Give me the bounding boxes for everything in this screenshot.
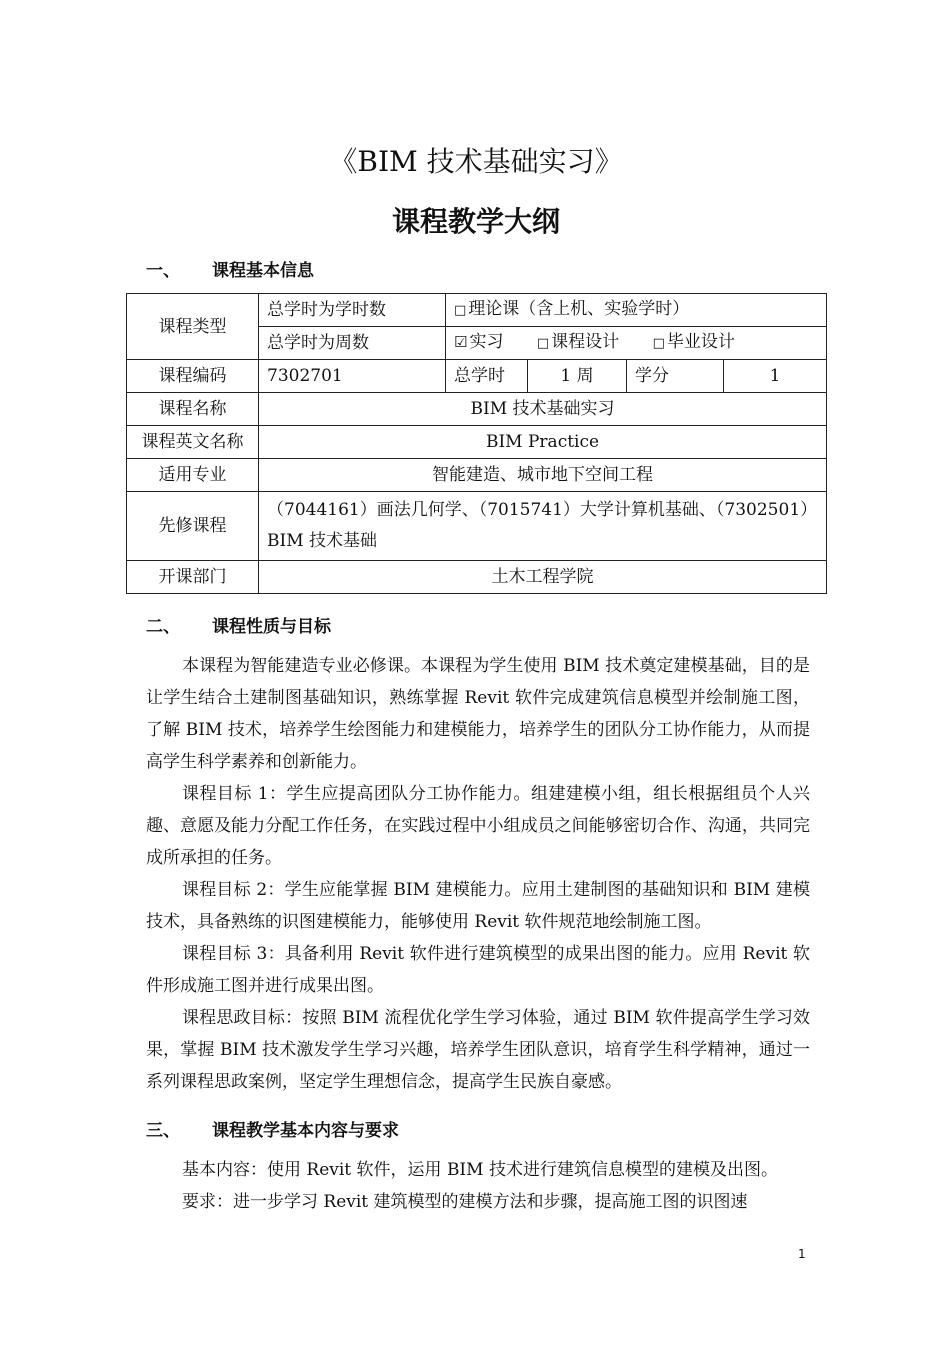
dept-label: 开课部门	[127, 561, 259, 594]
page-number: 1	[798, 1247, 806, 1261]
total-hours-value: 1 周	[528, 360, 627, 393]
total-hours-label: 总学时	[446, 360, 528, 393]
prereq-value: （7044161）画法几何学、（7015741）大学计算机基础、（7302501）BIM 技术基础	[259, 492, 827, 561]
course-type-label: 课程类型	[127, 294, 259, 360]
section-number: 一、	[146, 261, 180, 281]
hours-by-hours-label: 总学时为学时数	[259, 294, 446, 327]
hours-by-weeks-label: 总学时为周数	[259, 327, 446, 360]
course-name-label: 课程名称	[127, 393, 259, 426]
paragraph: 要求：进一步学习 Revit 建筑模型的建模方法和步骤，提高施工图的识图速	[182, 1192, 748, 1212]
paragraph: 本课程为智能建造专业必修课。本课程为学生使用 BIM 技术奠定建模基础，目的是让学生结合土建制图基础知识，熟练掌握 Revit 软件完成建筑信息模型并绘制施工图，了解 BIM 技术，培养学生绘图能力和建模能力，培养学生的团队分工协作能力，从而提高学生科学素养和创新能力。	[146, 656, 810, 772]
credit-value: 1	[724, 360, 827, 393]
table-row	[127, 393, 827, 426]
course-code-label: 课程编码	[127, 360, 259, 393]
document-subtitle: 课程教学大纲	[391, 205, 560, 238]
english-name-value: BIM Practice	[259, 426, 827, 459]
unchecked-box-icon: □	[454, 303, 467, 318]
unchecked-box-icon: □	[536, 336, 550, 351]
table-row	[127, 360, 827, 393]
paragraph: 课程目标 2：学生应能掌握 BIM 建模能力。应用土建制图的基础知识和 BIM 建模技术，具备熟练的识图建模能力，能够使用 Revit 软件规范地绘制施工图。	[146, 880, 810, 932]
theory-option-cell	[446, 294, 827, 327]
paragraph: 基本内容：使用 Revit 软件，运用 BIM 技术进行建筑信息模型的建模及出图。	[182, 1160, 778, 1180]
section-number: 二、	[146, 617, 180, 637]
table-row	[127, 294, 827, 327]
document-title: 《BIM 技术基础实习》	[329, 145, 623, 178]
theory-option-label: 理论课（含上机、实验学时）	[468, 299, 690, 319]
table-row	[127, 426, 827, 459]
type-options-cell	[446, 327, 827, 360]
course-info-table	[126, 293, 827, 594]
prereq-label: 先修课程	[127, 492, 259, 561]
section-heading-1	[146, 256, 314, 281]
major-label: 适用专业	[127, 459, 259, 492]
unchecked-box-icon: □	[652, 336, 665, 351]
course-name-value: BIM 技术基础实习	[259, 393, 827, 426]
thesis-option-label: 毕业设计	[666, 332, 735, 352]
table-row	[127, 459, 827, 492]
english-name-label: 课程英文名称	[127, 426, 259, 459]
section-heading-2	[146, 612, 331, 637]
dept-value: 土木工程学院	[259, 561, 827, 594]
design-option-label: 课程设计	[551, 332, 620, 352]
checked-box-icon: ☑	[454, 333, 468, 351]
course-code-value: 7302701	[259, 360, 446, 393]
section-title: 课程基本信息	[212, 261, 314, 281]
section-heading-3	[146, 1116, 399, 1141]
credit-label: 学分	[627, 360, 724, 393]
practice-option-label: 实习	[469, 332, 504, 352]
paragraph: 课程目标 1：学生应提高团队分工协作能力。组建建模小组，组长根据组员个人兴趣、意愿及能力分配工作任务，在实践过程中小组成员之间能够密切合作、沟通，共同完成所承担的任务。	[146, 784, 810, 868]
table-row	[127, 492, 827, 561]
table-row	[127, 561, 827, 594]
section-title: 课程教学基本内容与要求	[212, 1121, 399, 1141]
section-number: 三、	[146, 1121, 180, 1141]
section-title: 课程性质与目标	[212, 617, 331, 637]
paragraph: 课程目标 3：具备利用 Revit 软件进行建筑模型的成果出图的能力。应用 Revit 软件形成施工图并进行成果出图。	[146, 944, 810, 996]
paragraph: 课程思政目标：按照 BIM 流程优化学生学习体验，通过 BIM 软件提高学生学习效果，掌握 BIM 技术激发学生学习兴趣，培养学生团队意识，培育学生科学精神，通过一系列课程思政案例，坚定学生理想信念，提高学生民族自豪感。	[146, 1008, 810, 1092]
major-value: 智能建造、城市地下空间工程	[259, 459, 827, 492]
